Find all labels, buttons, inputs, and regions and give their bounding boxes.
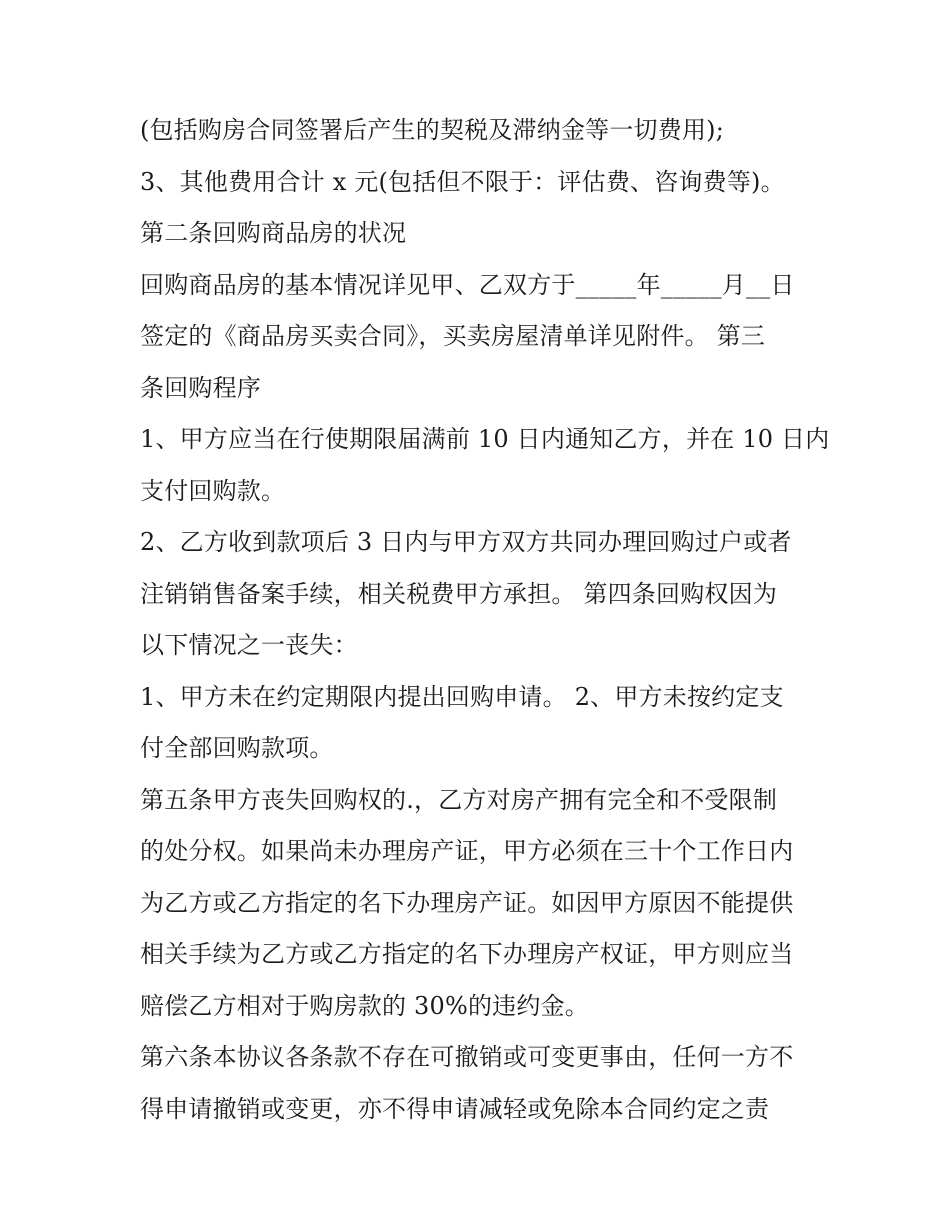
text-line: 为乙方或乙方指定的名下办理房产证。如因甲方原因不能提供 [140, 888, 794, 917]
text-line: 支付回购款。 [140, 476, 286, 505]
text-line: 赔偿乙方相对于购房款的 30%的违约金。 [140, 991, 589, 1020]
text-line: 1、甲方未在约定期限内提出回购申请。 2、甲方未按约定支 [140, 682, 784, 711]
text-line: 1、甲方应当在行使期限届满前 10 日内通知乙方，并在 10 日内 [140, 425, 830, 453]
text-line: 回购商品房的基本情况详见甲、乙双方于_____年_____月__日 [140, 270, 795, 299]
text-line: 付全部回购款项。 [140, 734, 334, 762]
text-line: 以下情况之一丧失： [140, 631, 358, 659]
document-body [140, 110, 830, 1140]
text-line: 注销销售备案手续，相关税费甲方承担。 第四条回购权因为 [140, 579, 778, 608]
text-line: 相关手续为乙方或乙方指定的名下办理房产权证，甲方则应当 [140, 940, 794, 968]
text-line: 第六条本协议各条款不存在可撤销或可变更事由，任何一方不 [140, 1043, 794, 1071]
text-line: 2、乙方收到款项后 3 日内与甲方双方共同办理回购过户或者 [140, 528, 792, 556]
text-line: 条回购程序 [140, 373, 261, 402]
text-line: 签定的《商品房买卖合同》，买卖房屋清单详见附件。 第三 [140, 322, 766, 350]
section-heading: 第二条回购商品房的状况 [140, 219, 407, 247]
text-line: (包括购房合同签署后产生的契税及滞纳金等一切费用); [140, 116, 725, 144]
text-line: 3、其他费用合计 x 元(包括但不限于：评估费、咨询费等)。 [140, 167, 785, 196]
text-line: 第五条甲方丧失回购权的.，乙方对房产拥有完全和不受限制 [140, 785, 778, 814]
text-line: 得申请撤销或变更，亦不得申请减轻或免除本合同约定之责 [140, 1094, 770, 1123]
text-line: 的处分权。如果尚未办理房产证，甲方必须在三十个工作日内 [140, 837, 794, 865]
